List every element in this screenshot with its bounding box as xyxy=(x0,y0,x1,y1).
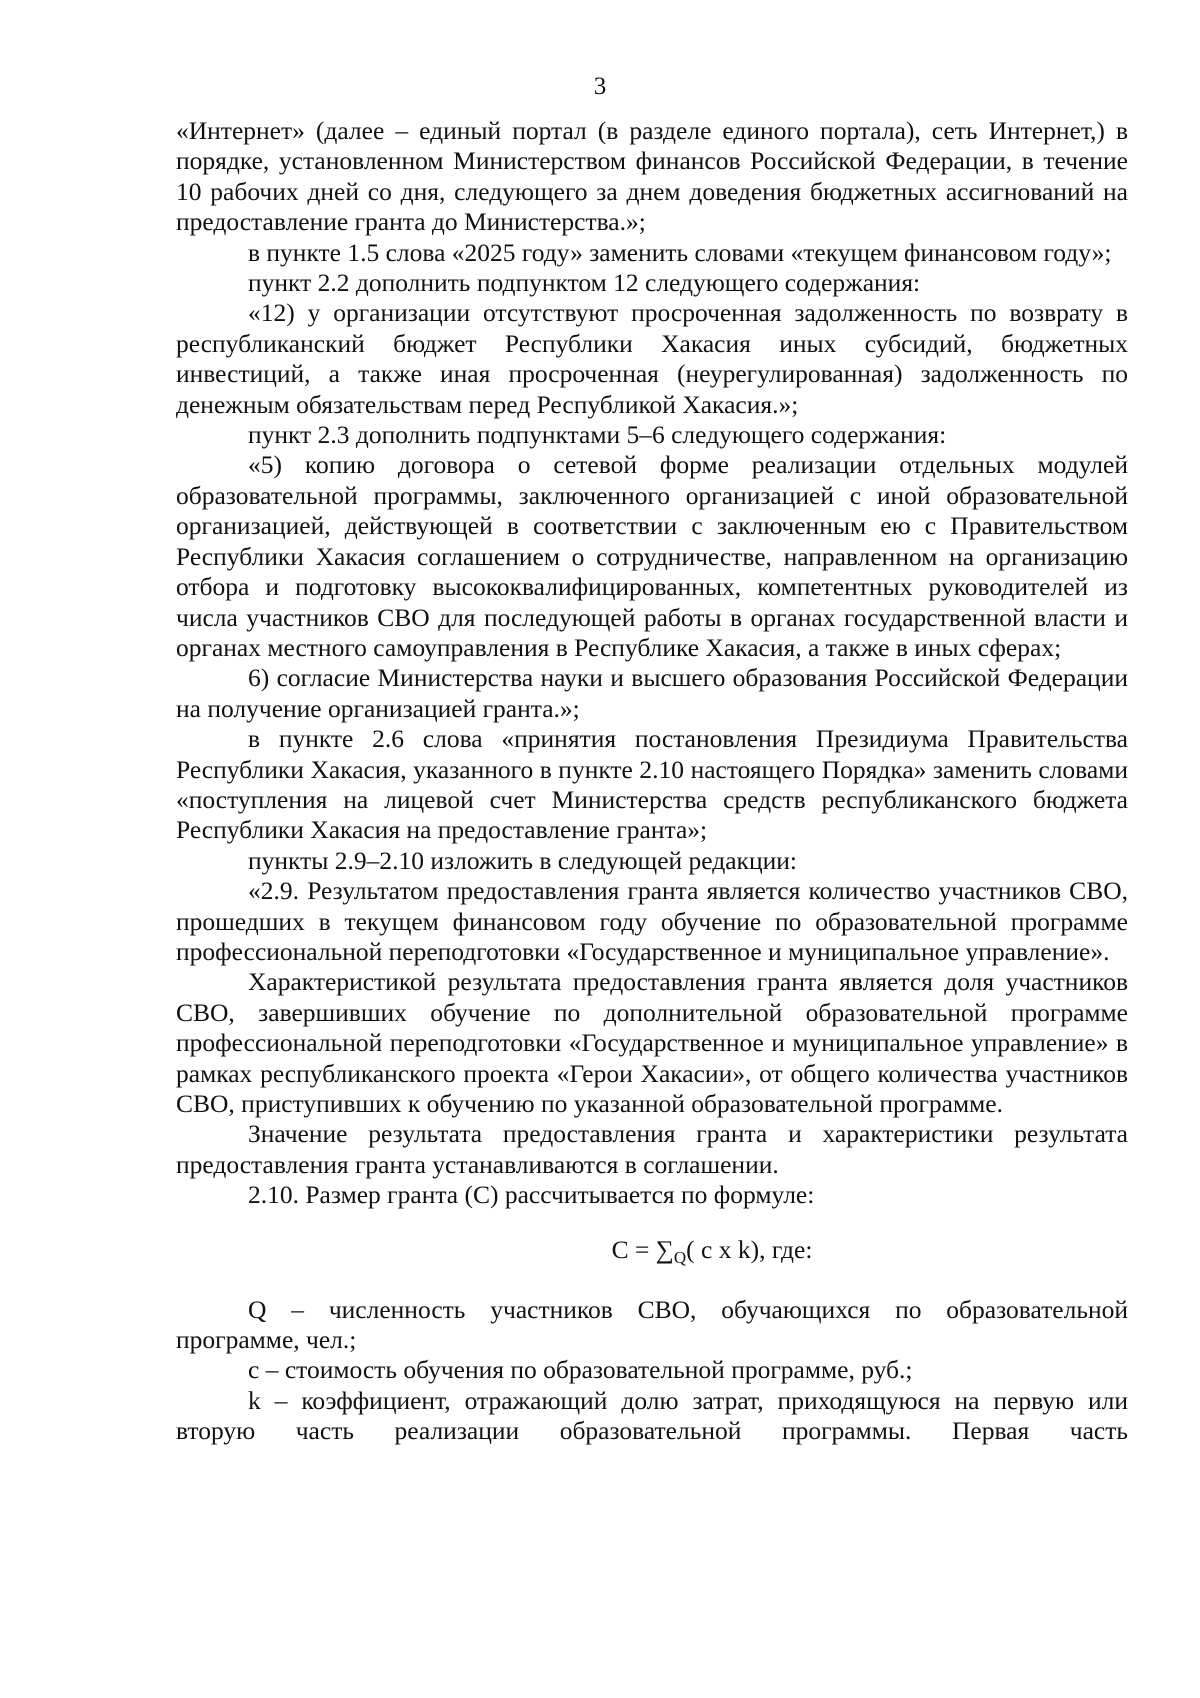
formula-rhs: ( c x k), где: xyxy=(686,1234,813,1264)
paragraph-amend-1-5: в пункте 1.5 слова «2025 году» заменить словами «текущем финансовом году»; xyxy=(248,237,1112,267)
paragraph-intro-continuation: «Интернет» (далее – единый портал (в разделе единого портала), сеть Интернет,) в порядке, установленном Министерством финансов Российской Федерации, в течение 10 рабочих дней со дня, следующего за днем доведения бюджетных ассигнований на предоставление гранта до Министерства.»; xyxy=(176,116,1128,237)
paragraph-amend-2-2: пункт 2.2 дополнить подпунктом 12 следующего содержания: xyxy=(248,268,921,298)
definition-k: k – коэффициент, отражающий долю затрат, приходящуюся на первую или вторую часть реализации образовательной программы. Первая часть xyxy=(176,1385,1128,1446)
definition-q: Q – численность участников СВО, обучающихся по образовательной программе, чел.; xyxy=(176,1294,1128,1355)
document-body xyxy=(176,116,1128,1447)
paragraph-subitem-12: «12) у организации отсутствуют просроченная задолженность по возврату в республиканский бюджет Республики Хакасия иных субсидий, бюджетных инвестиций, а также иная просроченная (неурегулированная) задолженность по денежным обязательствам перед Республикой Хакасия.»; xyxy=(176,298,1128,419)
paragraph-amend-2-3: пункт 2.3 дополнить подпунктами 5–6 следующего содержания: xyxy=(248,420,947,450)
definition-c: c – стоимость обучения по образовательной программе, руб.; xyxy=(248,1355,913,1385)
paragraph-subitem-5: «5) копию договора о сетевой форме реализации отдельных модулей образовательной программы, заключенного организацией с иной образовательной организацией, действующей в соответствии с заключенным ею с Правительством Республики Хакасия соглашением о сотрудничестве, направленном на организацию отбора и подготовку высококвалифицированных, компетентных руководителей из числа участников СВО для последующей работы в органах государственной власти и органах местного самоуправления в Республике Хакасия, а также в иных сферах; xyxy=(176,450,1128,662)
paragraph-item-2-10: 2.10. Размер гранта (С) рассчитывается по формуле: xyxy=(248,1180,815,1210)
paragraph-item-2-9: «2.9. Результатом предоставления гранта является количество участников СВО, прошедших в текущем финансовом году обучение по образовательной программе профессиональной переподготовки «Государственное и муниципальное управление». xyxy=(176,876,1128,966)
paragraph-result-characteristic: Характеристикой результата предоставления гранта является доля участников СВО, завершивших обучение по дополнительной образовательной программе профессиональной переподготовки «Государственное и муниципальное управление» в рамках республиканского проекта «Герои Хакасии», от общего количества участников СВО, приступивших к обучению по указанной образовательной программе. xyxy=(176,967,1128,1118)
paragraph-subitem-6: 6) согласие Министерства науки и высшего образования Российской Федерации на получение организацией гранта.»; xyxy=(176,663,1128,723)
page-number: 3 xyxy=(593,73,607,100)
formula-subscript: Q xyxy=(673,1247,687,1267)
paragraph-amend-2-9-2-10: пункты 2.9–2.10 изложить в следующей редакции: xyxy=(248,845,797,875)
paragraph-amend-2-6: в пункте 2.6 слова «принятия постановления Президиума Правительства Республики Хакасия, указанного в пункте 2.10 настоящего Порядка» заменить словами «поступления на лицевой счет Министерства средств республиканского бюджета Республики Хакасия на предоставление гранта»; xyxy=(176,724,1128,845)
formula-lhs: С = ∑ xyxy=(611,1234,674,1264)
grant-formula xyxy=(176,1235,1128,1265)
paragraph-result-value: Значение результата предоставления гранта и характеристики результата предоставления гранта устанавливаются в соглашении. xyxy=(176,1119,1128,1179)
